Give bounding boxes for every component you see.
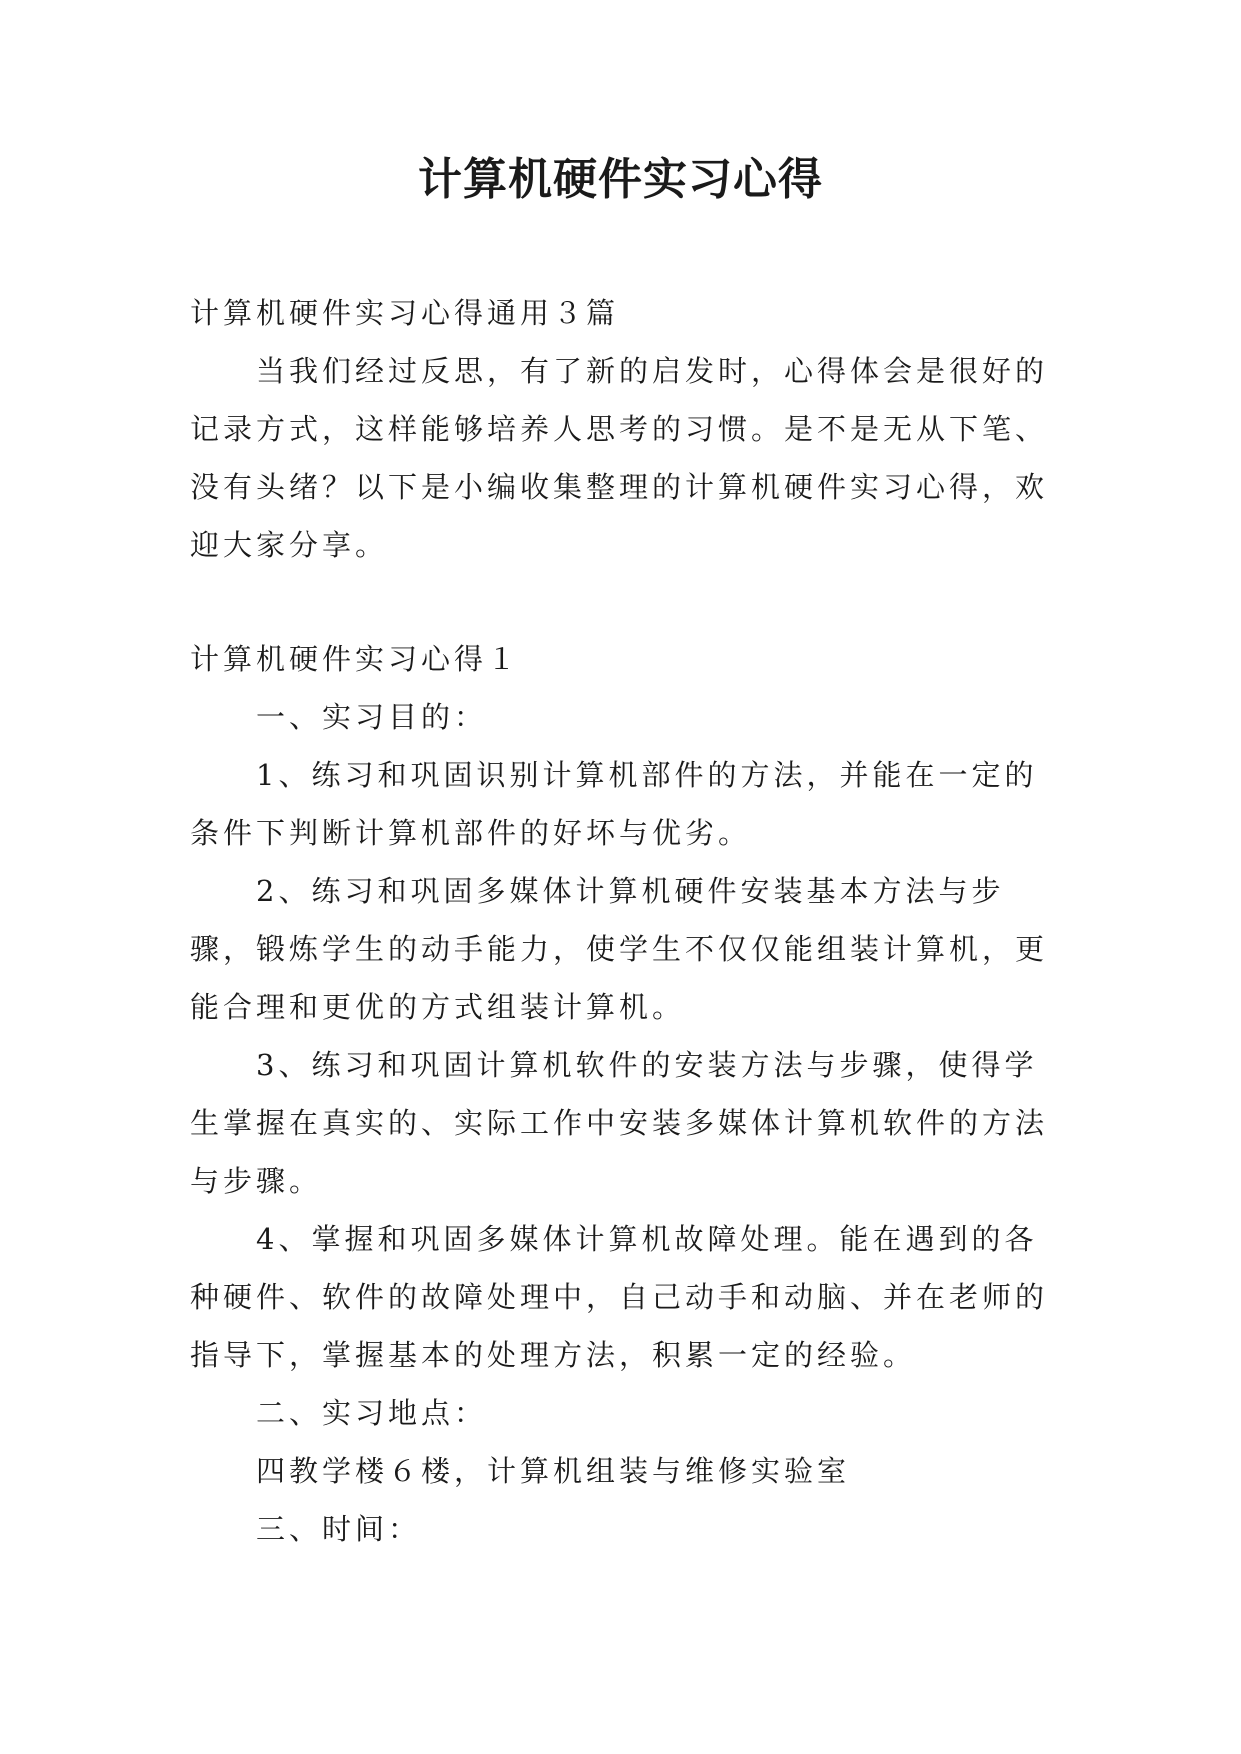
time-heading: 三、时间： bbox=[256, 1512, 422, 1546]
purpose-heading: 一、实习目的： bbox=[256, 700, 488, 734]
location-heading: 二、实习地点： bbox=[256, 1396, 488, 1430]
purpose-item-2: 2、练习和巩固多媒体计算机硬件安装基本方法与步骤，锻炼学生的动手能力，使学生不仅仅能组装计算机，更能合理和更优的方式组装计算机。 bbox=[190, 874, 1049, 1024]
section-heading: 计算机硬件实习心得１ bbox=[190, 642, 521, 676]
section-content bbox=[190, 688, 1050, 1558]
purpose-item-3: 3、练习和巩固计算机软件的安装方法与步骤，使得学生掌握在真实的、实际工作中安装多媒体计算机软件的方法与步骤。 bbox=[190, 1048, 1049, 1198]
document-title: 计算机硬件实习心得 bbox=[418, 154, 823, 205]
intro-paragraph: 当我们经过反思，有了新的启发时，心得体会是很好的记录方式，这样能够培养人思考的习惯。是不是无从下笔、没有头绪？以下是小编收集整理的计算机硬件实习心得，欢迎大家分享。 bbox=[190, 354, 1049, 562]
purpose-item-4: 4、掌握和巩固多媒体计算机故障处理。能在遇到的各种硬件、软件的故障处理中，自己动手和动脑、并在老师的指导下，掌握基本的处理方法，积累一定的经验。 bbox=[190, 1222, 1049, 1372]
location-text: 四教学楼６楼，计算机组装与维修实验室 bbox=[256, 1454, 851, 1488]
purpose-item-1: 1、练习和巩固识别计算机部件的方法，并能在一定的条件下判断计算机部件的好坏与优劣。 bbox=[190, 758, 1038, 850]
document-subtitle: 计算机硬件实习心得通用３篇 bbox=[190, 296, 620, 330]
